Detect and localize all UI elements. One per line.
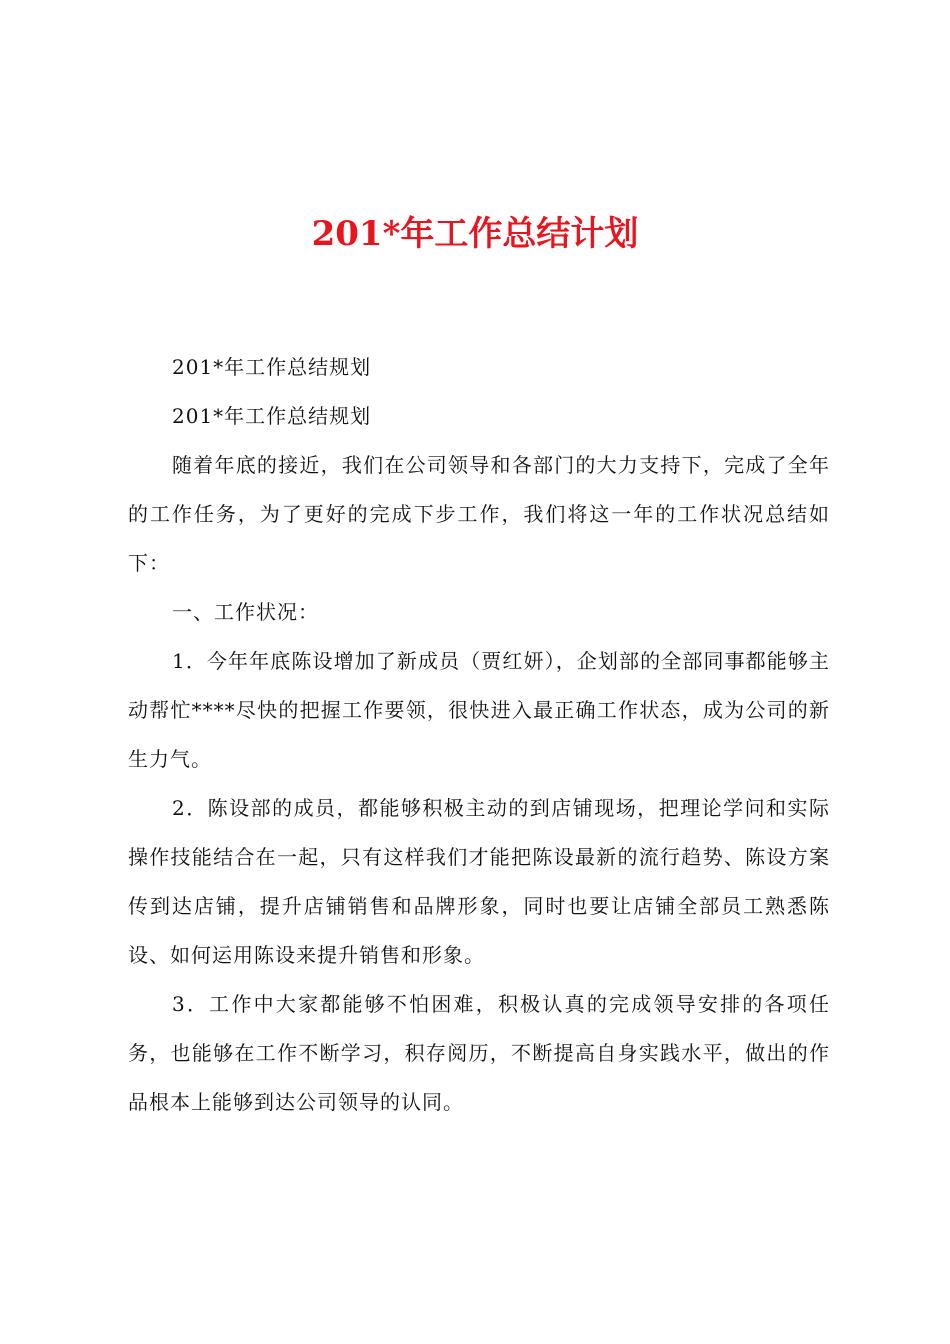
paragraph-subtitle-2: 201*年工作总结规划 <box>172 404 372 428</box>
document-body <box>128 343 830 1127</box>
paragraph-item-3: 3．工作中大家都能够不怕困难，积极认真的完成领导安排的各项任务，也能够在工作不断学习，积存阅历，不断提高自身实践水平，做出的作品根本上能够到达公司领导的认同。 <box>128 992 830 1114</box>
paragraph-item-1: 1．今年年底陈设增加了新成员（贾红妍），企划部的全部同事都能够主动帮忙****尽快的把握工作要领，很快进入最正确工作状态，成为公司的新生力气。 <box>128 649 830 771</box>
paragraph-item-2: 2．陈设部的成员，都能够积极主动的到店铺现场，把理论学问和实际操作技能结合在一起，只有这样我们才能把陈设最新的流行趋势、陈设方案传到达店铺，提升店铺销售和品牌形象，同时也要让店铺全部员工熟悉陈设、如何运用陈设来提升销售和形象。 <box>128 796 830 967</box>
document-title: 201*年工作总结计划 <box>311 214 639 254</box>
paragraph-subtitle-1: 201*年工作总结规划 <box>172 355 372 379</box>
paragraph-intro: 随着年底的接近，我们在公司领导和各部门的大力支持下，完成了全年的工作任务，为了更好的完成下步工作，我们将这一年的工作状况总结如下： <box>128 453 830 575</box>
section-heading-work-status: 一、工作状况： <box>172 600 319 624</box>
